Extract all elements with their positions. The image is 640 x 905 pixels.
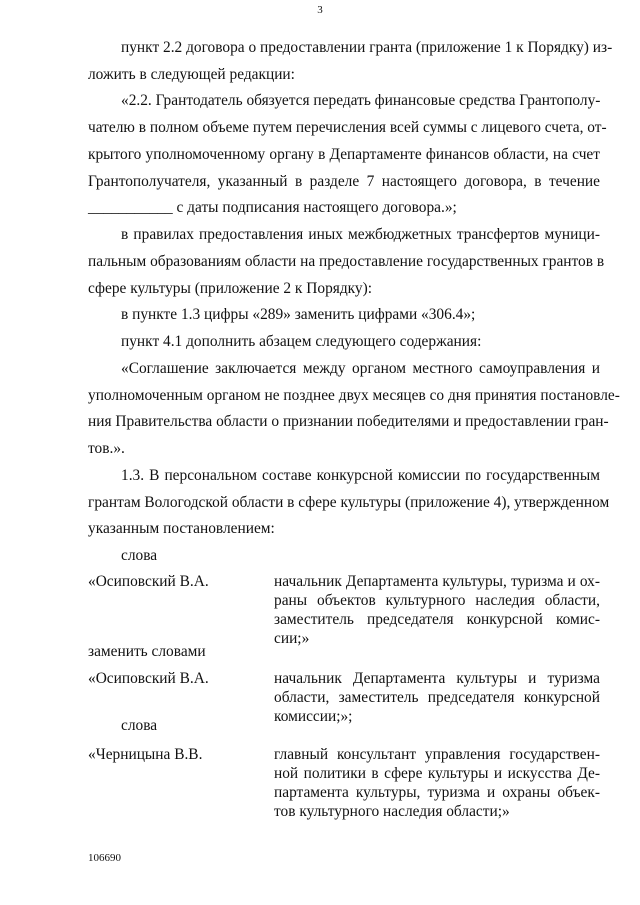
member-name: «Осиповский В.А. [88,670,209,687]
member-role-line: раны объектов культурного наследия области, [274,592,600,609]
footer-code: 106690 [88,852,121,864]
text-line: в пункте 1.3 цифры «289» заменить цифрами «306.4»; [121,306,476,323]
word-slova: слова [121,547,158,564]
text-line: ___________ с даты подписания настоящего договора.»; [88,199,457,216]
word-slova: слова [121,717,158,734]
text-line: Грантополучателя, указанный в разделе 7 настоящего договора, в течение [88,173,600,190]
text-line: грантам Вологодской области в сфере культуры (приложение 4), утвержденном [88,494,610,511]
text-line: 1.3. В персональном составе конкурсной комиссии по государственным [121,467,600,484]
text-line: сфере культуры (приложение 2 к Порядку): [88,280,373,297]
member-role-line: сии;» [274,630,310,647]
text-line: в правилах предоставления иных межбюджетных трансфертов муници- [121,226,600,243]
member-role-line: ной политики в сфере культуры и искусства Де- [274,765,600,782]
member-role-line: начальник Департамента культуры, туризма и ох- [274,573,600,590]
member-role-line: заместитель председателя конкурсной комис- [274,611,600,628]
text-line: тов.». [88,440,125,457]
member-role-line: главный консультант управления государствен- [274,746,600,763]
member-role-line: партамента культуры, туризма и охраны объек- [274,784,600,801]
text-line: уполномоченным органом не позднее двух месяцев со дня принятия постановле- [88,387,620,404]
text-line: «Соглашение заключается между органом местного самоуправления и [121,360,600,377]
text-line: пальным образованиям области на предоставление государственных грантов в [88,253,605,270]
page-number: 3 [317,4,323,16]
text-line: указанным постановлением: [88,520,275,537]
text-line: ния Правительства области о признании победителями и предоставлении гран- [88,413,609,430]
member-role-line: комиссии;»; [274,708,353,725]
text-line: крытого уполномоченному органу в Департаменте финансов области, на счет [88,146,600,163]
member-name: «Черницына В.В. [88,746,203,763]
member-role-line: начальник Департамента культуры и туризма [274,670,600,687]
replace-with-label: заменить словами [88,643,206,660]
member-name: «Осиповский В.А. [88,573,209,590]
text-line: пункт 2.2 договора о предоставлении гранта (приложение 1 к Порядку) из- [121,39,613,56]
text-line: «2.2. Грантодатель обязуется передать финансовые средства Грантополу- [121,92,601,109]
text-line: чателю в полном объеме путем перечисления всей суммы с лицевого счета, от- [88,119,607,136]
text-line: ложить в следующей редакции: [88,66,295,83]
member-role-line: тов культурного наследия области;» [274,803,510,820]
text-line: пункт 4.1 дополнить абзацем следующего содержания: [121,333,482,350]
member-role-line: области, заместитель председателя конкурсной [274,689,600,706]
